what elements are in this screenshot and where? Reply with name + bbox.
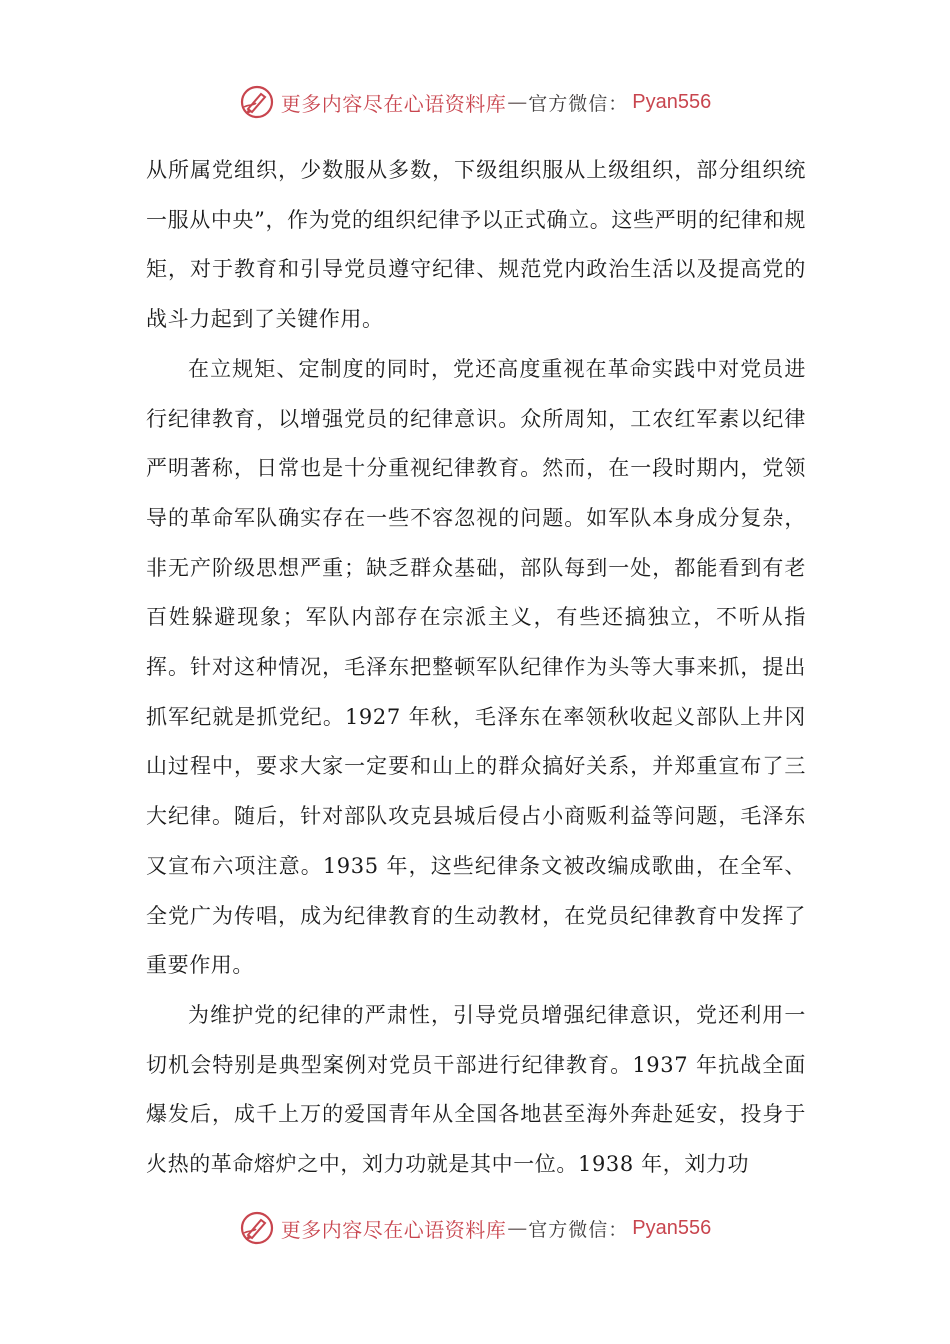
text-line: 不听从指挥。针对这种情况，毛泽东把整顿军队纪律作为头等大事 xyxy=(146,605,806,680)
text-line: 为维护党的纪律的严肃性，引导党员增强纪律意识，党还利用 xyxy=(188,1002,785,1027)
wechat-label: 官方微信： xyxy=(528,1218,629,1241)
banner-separator: — xyxy=(507,90,528,114)
pen-logo-icon xyxy=(239,84,275,120)
paragraph xyxy=(146,991,806,1190)
wechat-label: 官方微信： xyxy=(528,92,629,115)
wechat-id: Pyan556 xyxy=(632,90,712,113)
text-line: 统一服从中央”，作为党的组织纪律予以正式确立。这些严明的纪 xyxy=(146,158,806,232)
paragraph xyxy=(146,146,806,345)
text-line: 看到有老百姓躲避现象；军队内部存在宗派主义，有些还搞独立， xyxy=(146,555,806,630)
banner-separator: — xyxy=(507,1216,528,1240)
pen-logo-icon xyxy=(239,1210,275,1246)
site-slogan: 更多内容尽在心语资料库 xyxy=(280,91,507,116)
text-line: 一切机会特别是典型案例对党员干部进行纪律教育。1937 年抗战全 xyxy=(146,1002,806,1077)
text-line: 党领导的革命军队确实存在一些不容忽视的问题。如军队本身成分 xyxy=(146,456,806,530)
text-line: 来抓，提出抓军纪就是抓党纪。1927 年秋，毛泽东在率领秋收起义 xyxy=(146,655,806,729)
text-line: 纪律严明著称，日常也是十分重视纪律教育。然而，在一段时期内， xyxy=(146,406,806,481)
text-line: 郑重宣布了三大纪律。随后，针对部队攻克县城后侵占小商贩利益 xyxy=(146,754,806,829)
text-line: 身于火热的革命熔炉之中，刘力功就是其中一位。1938 年，刘力功 xyxy=(146,1102,806,1177)
paragraph xyxy=(146,345,806,991)
text-line: 提高党的战斗力起到了关键作用。 xyxy=(146,257,806,332)
text-line: 等问题，毛泽东又宣布六项注意。1935 年，这些纪律条文被改编成 xyxy=(146,804,806,878)
text-line: 在立规矩、定制度的同时，党还高度重视在革命实践中对党员 xyxy=(188,356,785,381)
document-body xyxy=(146,146,806,1190)
text-line: 纪律教育中发挥了重要作用。 xyxy=(146,903,806,978)
text-line: 从所属党组织，少数服从多数，下级组织服从上级组织，部分组织 xyxy=(146,158,785,182)
footer-banner xyxy=(0,1206,950,1250)
text-line: 进行纪律教育，以增强党员的纪律意识。众所周知，工农红军素以 xyxy=(146,356,806,431)
text-line: 律和规矩，对于教育和引导党员遵守纪律、规范党内政治生活以及 xyxy=(146,207,806,282)
text-line: 歌曲，在全军、全党广为传唱，成为纪律教育的生动教材，在党员 xyxy=(146,853,807,928)
wechat-id: Pyan556 xyxy=(632,1216,712,1239)
text-line: 复杂，非无产阶级思想严重；缺乏群众基础，部队每到一处，都能 xyxy=(146,505,806,580)
header-banner xyxy=(0,80,950,124)
text-line: 面爆发后，成千上万的爱国青年从全国各地甚至海外奔赴延安，投 xyxy=(146,1052,806,1127)
text-line: 部队上井冈山过程中，要求大家一定要和山上的群众搞好关系，并 xyxy=(146,704,806,779)
site-slogan: 更多内容尽在心语资料库 xyxy=(280,1217,507,1242)
